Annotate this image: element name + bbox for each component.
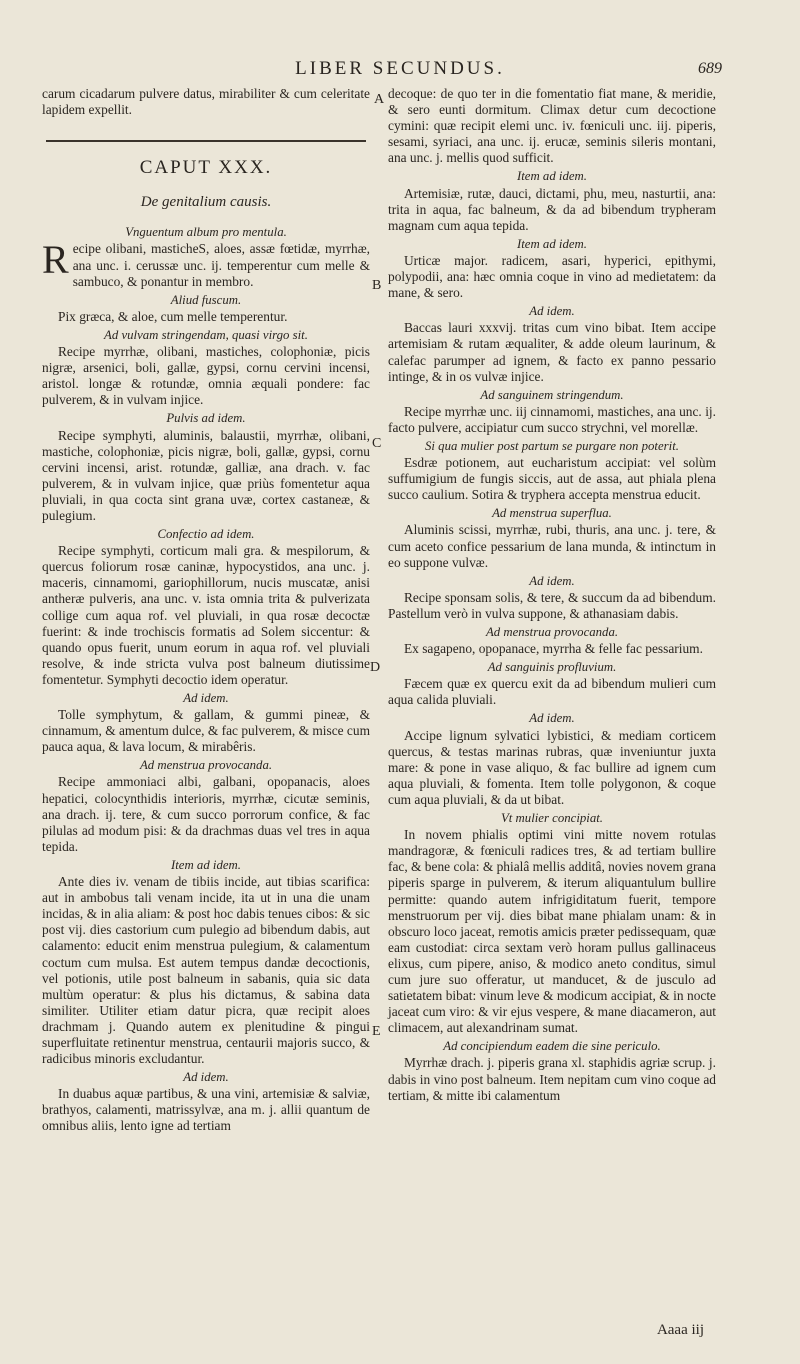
section-heading: Ad menstrua superflua.: [492, 506, 612, 521]
paragraph: Artemisiæ, rutæ, dauci, dictami, phu, meu, nasturtii, ana: trita in aqua, fac balneum, & da ad bibendum trypheram magnam cum aqua tepida.: [388, 185, 716, 233]
paragraph: Pix græca, & aloe, cum melle temperentur.: [58, 308, 288, 324]
paragraph: Recipe symphyti, corticum mali gra. & mespilorum, & quercus foliorum rosæ caninæ, hypocystidos, ana unc. j. maceris, cinnamomi, gariophillorum, nucis muscatæ, anisi antheræ pulveris, ana unc. v. ista omnia trita & pulverizata collige cum aqua rof. vel pluviali, in qua rosæ decoctæ fuerint: & inde trochiscis formatis ad Solem siccentur: & quando opus fuerit, unum eorum in aqua rof. vel pluviali resolve, & inde stricta vulva post balneum diutissime fomentetur. Symphyti decoctio idem operatur.: [42, 543, 370, 687]
section-heading: Ad menstrua provocanda.: [139, 758, 273, 773]
margin-letter-b: B: [372, 278, 382, 293]
section-heading: Ad sanguinem stringendum.: [480, 387, 624, 402]
paragraph: In duabus aquæ partibus, & una vini, artemisiæ & salviæ, brathyos, calamenti, matrissylvæ, ana m. j. allii quantum de omnibus aliis, lento igne ad tertiam: [42, 1086, 370, 1134]
section-heading: Pulvis ad idem.: [166, 411, 246, 426]
section-heading: Ad idem.: [529, 573, 575, 588]
signature-mark: Aaaa iij: [656, 1322, 704, 1338]
paragraph: Tolle symphytum, & gallam, & gummi pineæ, & cinnamum, & amentum dulce, & fac pulverem, & misce cum pauca aqua, & lava locum, & mirabêris.: [42, 707, 370, 755]
section-heading: Ad idem.: [183, 1070, 229, 1085]
section-heading: Item ad idem.: [170, 857, 241, 872]
margin-letter-e: E: [372, 1024, 381, 1039]
right-column: [388, 86, 716, 1104]
section-heading: Ad concipiendum eadem die sine periculo.: [443, 1039, 661, 1054]
paragraph: Recipe myrrhæ, olibani, mastiches, colophoniæ, picis nigræ, arsenici, boli, gallæ, gypsi, cornu cervini incensi, aristol. longæ & rotundæ, omnia æquali pondere: fac pulverem, & in vulvam injice.: [42, 344, 370, 408]
paragraph: decoque: de quo ter in die fomentatio fiat mane, & meridie, & sero eunti dormitum. Climax detur cum decoctione cymini: quæ recipit elemi unc. iv. fœniculi unc. iij. piperis, sesami, syriaci, ana unc. ij. erucæ, seminis sileris montani, ana unc. j. mellis quod sufficit.: [388, 86, 716, 166]
section-heading: Ad idem.: [529, 711, 575, 726]
section-heading: Confectio ad idem.: [157, 527, 255, 542]
margin-letter-c: C: [372, 436, 382, 451]
margin-letter-a: A: [374, 92, 385, 107]
paragraph-text: ecipe olibani, masticheS, aloes, assæ fœtidæ, myrrhæ, ana unc. i. cerussæ unc. ij. temperentur cum melle & sambuco, & ponantur in membro.: [72, 241, 370, 289]
paragraph: Fæcem quæ ex quercu exit da ad bibendum mulieri cum aqua calida pluviali.: [388, 676, 716, 708]
paragraph: Myrrhæ drach. j. piperis grana xl. staphidis agriæ scrup. j. dabis in vino post balneum. Item nepitam cum vino coque ad tertiam, & mitte ibi calamentum: [388, 1055, 716, 1103]
paragraph: [42, 237, 370, 289]
paragraph: carum cicadarum pulvere datus, mirabiliter & cum celeritate lapidem expellit.: [42, 86, 370, 118]
paragraph: Recipe symphyti, aluminis, balaustii, myrrhæ, olibani, mastiche, colophoniæ, picis nigræ, boli, gallæ, gypsi, cornu cervini incensi, arist. rotundæ, galliæ, ana drach. v. fac pulverem, & in vulvam injice, quæ priùs fomentetur aqua pluviali, in qua cocta sint grana uvæ, cortex castaneæ, & pulegium.: [42, 427, 370, 523]
section-heading: Ad menstrua provocanda.: [485, 625, 619, 639]
paragraph: Baccas lauri xxxvij. tritas cum vino bibat. Item accipe artemisiam & rutam æqualiter, & adde oleum laurinum, & calefac parumper ad ignem, & facto ex panno pessario intinge, & in os vulvæ injice.: [388, 320, 716, 384]
chapter-subtitle: De genitalium causis.: [140, 194, 272, 211]
paragraph: Urticæ major. radicem, asari, hyperici, epithymi, polypodii, ana: hæc omnia coque in vino ad medietatem: da mane, & sero.: [388, 252, 716, 301]
section-heading: Item ad idem.: [516, 236, 587, 251]
chapter-title: CAPUT XXX.: [139, 157, 273, 179]
section-heading: Ad idem.: [529, 304, 575, 319]
section-heading: Ad vulvam stringendam, quasi virgo sit.: [104, 327, 308, 342]
paragraph: Recipe sponsam solis, & tere, & succum da ad bibendum. Pastellum verò in vulva suppone, & athanasiam dabis.: [388, 589, 716, 621]
section-rule: [46, 140, 366, 142]
section-heading: Ad idem.: [183, 691, 229, 705]
paragraph: Accipe lignum sylvatici lybistici, & mediam corticem quercus, & testas marinas rubras, quæ inveniuntur juxta mare: & pone in vase aliquo, & fac bullire ad ignem cum aqua pluviali, & fomenta. Item tolle polygonon, & coque cum aqua pluviali, & da ut bibat.: [388, 727, 716, 807]
section-heading: Si qua mulier post partum se purgare non poterit.: [425, 438, 679, 453]
paragraph: Esdræ potionem, aut eucharistum accipiat: vel solùm suffumigium de fungis siccis, aut de assa, aut phiala plena succo caulium. Sotira & tryphera accepta menstrua educit.: [388, 455, 716, 503]
paragraph: In novem phialis optimi vini mitte novem rotulas mandragoræ, & fœniculi radices tres, & ad tertiam bullire fac, & bene cola: & phialâ mellis additâ, novies novem grana piperis sparge in pulverem, & iterum aliquantulum bullire permitte: quando autem infrigiditatum fuerit, tempore menstruorum per vij. dies bibat mane phialam unam: & in obscuro loco jaceat, remotis amicis præter pedissequam, quæ eam custodiat: circa sextam verò horam pullus gallinaceus elixus, cum pipere, aniso, & modico aneto conditus, simul cum jure suo offeratur, ut manducet, & de jusculo ad satietatem bibat: vinum leve & modicum accipiat, & in nocte jaceat cum viro: & vir ejus vespere, & mane diacameron, aut climacem, aut alexandrinam sumat.: [388, 827, 716, 1036]
running-title: LIBER SECUNDUS.: [295, 58, 505, 79]
paragraph: Ex sagapeno, opopanace, myrrha & felle fac pessarium.: [404, 641, 703, 657]
paragraph: Aluminis scissi, myrrhæ, rubi, thuris, ana unc. j. tere, & cum aceto confice pessarium de lana munda, & intinctum in eo suppone vulvæ.: [388, 522, 716, 570]
section-heading: Item ad idem.: [516, 169, 587, 184]
section-heading: Ad sanguinis profluvium.: [487, 660, 617, 675]
page-number: 689: [698, 60, 722, 77]
paragraph: Recipe ammoniaci albi, galbani, opopanacis, aloes hepatici, colocynthidis interioris, myrrhæ, cicutæ seminis, ana drach. ij. tere, & cum succo porrorum confice, & fac pilulas ad modum pisi: & da drachmas duas vel tres in aqua tepida.: [42, 774, 370, 854]
left-column: [42, 86, 370, 1135]
drop-capital: R: [42, 237, 69, 283]
paragraph: Ante dies iv. venam de tibiis incide, aut tibias scarifica: aut in ambobus tali venam incide, ita ut in una die unam incidas, & in alia aliam: & post hoc dabis tenues cibos: & sic post vij. dies castorium cum pulegio ad bibendum dabis, aut calamento: educit enim menstrua pulegium, & calamentum coctum cum mulsa. Est autem tempus dandæ decoctionis, vel potionis, utile post balneum in sabanis, quia sic data multùm operatur: & plus his dictamus, & sabina data similiter. Utiliter etiam datur picra, quæ recipit aloes drachmam j. Quando autem ex plenitudine & pingui superfluitate retinentur menstrua, centaurii majoris succo, & radicibus minoris excludantur.: [42, 874, 370, 1067]
paragraph: Recipe myrrhæ unc. iij cinnamomi, mastiches, ana unc. ij. facto pulvere, accipiatur cum succo strychni, vel morellæ.: [388, 403, 716, 435]
section-heading: Aliud fuscum.: [170, 292, 242, 307]
section-heading: Vt mulier concipiat.: [500, 811, 603, 826]
margin-letter-d: D: [370, 660, 381, 675]
section-heading: Vnguentum album pro mentula.: [125, 225, 287, 240]
